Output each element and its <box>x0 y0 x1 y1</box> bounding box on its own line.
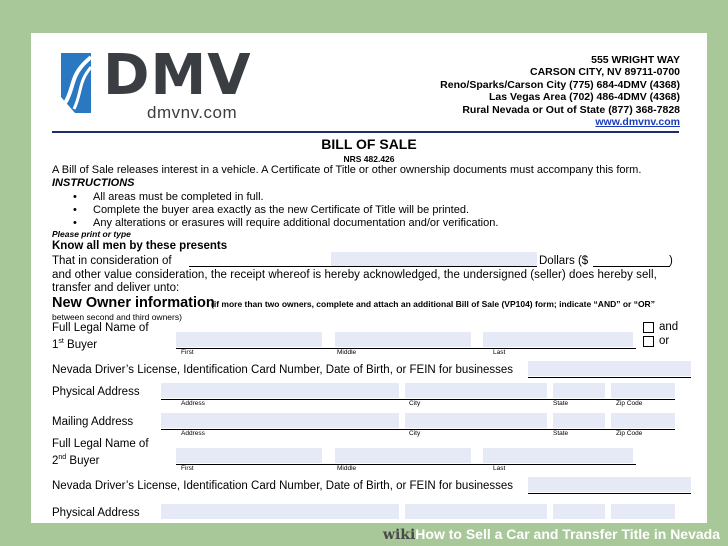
physical-city-field[interactable] <box>405 383 547 398</box>
phone-line: Reno/Sparks/Carson City (775) 684-4DMV (4368) <box>440 78 680 91</box>
or-checkbox[interactable] <box>643 336 654 347</box>
instruction-item: • All areas must be completed in full. <box>75 191 264 203</box>
logo-subtext: dmvnv.com <box>147 103 238 122</box>
first-sublabel: First <box>181 465 194 472</box>
form-title: BILL OF SALE <box>321 136 417 152</box>
website-link[interactable]: www.dmvnv.com <box>595 116 680 129</box>
watermark-title: How to Sell a Car and Transfer Title in Nevada <box>415 526 720 542</box>
city-sublabel: City <box>409 400 421 407</box>
dollars-close: ) <box>669 255 673 267</box>
physical-address-label: Physical Address <box>52 386 140 398</box>
mailing-city-field[interactable] <box>405 413 547 428</box>
know-all-heading: Know all men by these presents <box>52 240 228 252</box>
dollars-label: Dollars ($ <box>539 255 589 267</box>
nevada-road-icon <box>61 51 101 115</box>
wiki-logo-text: wiki <box>382 527 416 543</box>
buyer2-license-field[interactable] <box>528 477 691 492</box>
first-sublabel: First <box>181 349 194 356</box>
full-legal-name-label: Full Legal Name of <box>52 322 149 334</box>
logo-text: DMV <box>103 43 252 108</box>
mailing-zip-field[interactable] <box>611 413 675 428</box>
middle-sublabel: Middle <box>337 349 357 356</box>
full-legal-name-label: Full Legal Name of <box>52 438 149 450</box>
new-owner-note: between second and third owners) <box>52 312 182 322</box>
physical-state-field[interactable] <box>553 504 605 519</box>
consideration-amount-field[interactable] <box>331 252 537 266</box>
buyer1-last-name-field[interactable] <box>483 332 633 347</box>
physical-address-field[interactable] <box>161 383 399 398</box>
buyer2-name-underline <box>176 464 636 465</box>
state-sublabel: State <box>553 400 569 407</box>
physical-zip-field[interactable] <box>611 383 675 398</box>
buyer2-label: 2nd Buyer <box>52 454 100 467</box>
consideration-label: That in consideration of <box>52 255 172 267</box>
phone-line: Rural Nevada or Out of State (877) 368-7828 <box>462 103 680 116</box>
last-sublabel: Last <box>493 349 506 356</box>
license-underline <box>528 493 691 494</box>
phone-line: Las Vegas Area (702) 486-4DMV (4368) <box>488 91 680 104</box>
header-divider <box>52 131 679 133</box>
consideration-underline <box>189 266 537 267</box>
physical-zip-field[interactable] <box>611 504 675 519</box>
watermark-caption <box>383 526 720 543</box>
license-label: Nevada Driver’s License, Identification Card Number, Date of Birth, or FEIN for businesses <box>52 480 514 492</box>
license-label: Nevada Driver’s License, Identification Card Number, Date of Birth, or FEIN for businesses <box>52 364 514 376</box>
new-owner-heading: New Owner information <box>52 295 215 311</box>
buyer1-first-name-field[interactable] <box>176 332 322 347</box>
intro-text: A Bill of Sale releases interest in a vehicle. A Certificate of Title or other ownership documents must accompany this form. <box>52 164 642 176</box>
buyer2-last-name-field[interactable] <box>483 448 633 463</box>
physical-address-field[interactable] <box>161 504 399 519</box>
buyer2-middle-name-field[interactable] <box>335 448 471 463</box>
mailing-state-field[interactable] <box>553 413 605 428</box>
mailing-address-label: Mailing Address <box>52 416 134 428</box>
mailing-address-field[interactable] <box>161 413 399 428</box>
dmv-logo <box>61 43 281 123</box>
address-line: CARSON CITY, NV 89711-0700 <box>530 66 680 79</box>
and-checkbox[interactable] <box>643 322 654 333</box>
dollars-underline <box>593 266 670 267</box>
consideration-text: and other value consideration, the receipt whereof is hereby acknowledged, the undersigned (seller) does hereby sell, <box>52 269 657 281</box>
bill-of-sale-form <box>31 33 707 523</box>
print-note: Please print or type <box>52 229 131 239</box>
instruction-item: • Any alterations or erasures will require additional documentation and/or verification. <box>75 217 498 229</box>
address-sublabel: Address <box>181 400 205 407</box>
buyer1-label: 1st Buyer <box>52 338 98 351</box>
wikihow-watermark <box>0 523 728 546</box>
license-underline <box>528 377 691 378</box>
physical-address-label: Physical Address <box>52 507 140 519</box>
physical-state-field[interactable] <box>553 383 605 398</box>
zip-sublabel: Zip Code <box>616 430 643 437</box>
buyer1-middle-name-field[interactable] <box>335 332 471 347</box>
instructions-heading: INSTRUCTIONS <box>52 177 135 189</box>
address-line: 555 WRIGHT WAY <box>591 54 680 66</box>
zip-sublabel: Zip Code <box>616 400 643 407</box>
new-owner-note: (if more than two owners, complete and attach an additional Bill of Sale (VP104) form; indicate “AND” or “OR” <box>211 299 655 309</box>
state-sublabel: State <box>553 430 569 437</box>
buyer2-first-name-field[interactable] <box>176 448 322 463</box>
form-number: NRS 482.426 <box>343 154 395 164</box>
address-sublabel: Address <box>181 430 205 437</box>
or-label: or <box>659 335 670 347</box>
physical-city-field[interactable] <box>405 504 547 519</box>
instruction-item: • Complete the buyer area exactly as the new Certificate of Title will be printed. <box>75 204 469 216</box>
and-label: and <box>659 321 679 333</box>
middle-sublabel: Middle <box>337 465 357 472</box>
dmv-address <box>440 54 680 128</box>
last-sublabel: Last <box>493 465 506 472</box>
consideration-text: transfer and deliver unto: <box>52 282 180 294</box>
buyer1-name-underline <box>176 348 636 349</box>
buyer1-license-field[interactable] <box>528 361 691 376</box>
city-sublabel: City <box>409 430 421 437</box>
